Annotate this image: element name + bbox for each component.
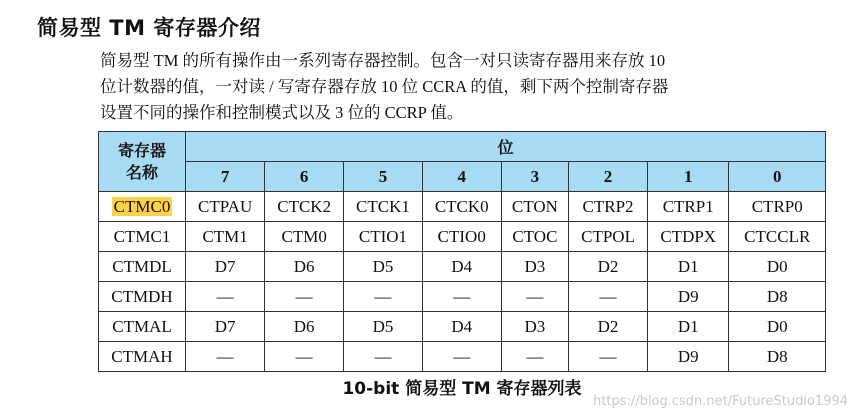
- bit-cell: —: [265, 282, 344, 312]
- table-row: [99, 192, 826, 222]
- register-name-cell: [99, 282, 186, 312]
- bit-cell: —: [186, 282, 265, 312]
- bit-cell: D4: [422, 252, 501, 282]
- bit-header-4: 4: [422, 162, 501, 192]
- bit-cell: D3: [501, 312, 569, 342]
- header-register-name: [99, 132, 186, 192]
- register-table: [98, 131, 826, 372]
- bit-header-7: 7: [186, 162, 265, 192]
- register-name-cell: [99, 222, 186, 252]
- bit-cell: D4: [422, 312, 501, 342]
- bit-cell: D9: [647, 342, 729, 372]
- bit-header-row: [99, 162, 826, 192]
- bit-cell: CTIO1: [344, 222, 423, 252]
- bit-cell: CTM0: [265, 222, 344, 252]
- bit-cell: —: [186, 342, 265, 372]
- register-rows: [99, 192, 826, 372]
- table-row: [99, 312, 826, 342]
- register-name-cell: [99, 342, 186, 372]
- table-row: [99, 222, 826, 252]
- bit-cell: CTCK2: [265, 192, 344, 222]
- bit-cell: —: [501, 342, 569, 372]
- bit-cell: —: [569, 282, 648, 312]
- table-row: [99, 282, 826, 312]
- bit-header-6: 6: [265, 162, 344, 192]
- bit-cell: CTRP2: [569, 192, 648, 222]
- register-name: CTMDH: [111, 286, 173, 306]
- register-name-cell: [99, 252, 186, 282]
- bit-cell: D6: [265, 312, 344, 342]
- bit-cell: D8: [729, 342, 826, 372]
- register-name-cell: [99, 312, 186, 342]
- bit-cell: —: [501, 282, 569, 312]
- bit-cell: D5: [344, 252, 423, 282]
- bit-cell: —: [422, 282, 501, 312]
- bit-cell: D0: [729, 312, 826, 342]
- register-name: CTMDL: [112, 256, 172, 276]
- bit-cell: D0: [729, 252, 826, 282]
- bit-cell: —: [422, 342, 501, 372]
- bit-cell: —: [344, 282, 423, 312]
- description-paragraph: [100, 48, 830, 126]
- bit-cell: D3: [501, 252, 569, 282]
- bit-cell: D6: [265, 252, 344, 282]
- bit-cell: CTON: [501, 192, 569, 222]
- table-row: [99, 252, 826, 282]
- bit-cell: D2: [569, 252, 648, 282]
- bit-header-0: 0: [729, 162, 826, 192]
- bit-cell: D2: [569, 312, 648, 342]
- bit-cell: CTOC: [501, 222, 569, 252]
- watermark: https://blog.csdn.net/FutureStudio1994: [593, 394, 848, 409]
- register-name-cell: [99, 192, 186, 222]
- table-caption: 10-bit 简易型 TM 寄存器列表: [342, 379, 582, 399]
- bit-cell: CTPAU: [186, 192, 265, 222]
- bit-cell: CTCK1: [344, 192, 423, 222]
- bit-cell: D1: [647, 312, 729, 342]
- bit-cell: CTDPX: [647, 222, 729, 252]
- header-register-name-label: 寄存器 名称: [117, 140, 166, 182]
- bit-cell: CTCK0: [422, 192, 501, 222]
- bit-cell: CTM1: [186, 222, 265, 252]
- bit-cell: CTPOL: [569, 222, 648, 252]
- register-name: CTMC0: [113, 196, 171, 216]
- header-bit-group: 位: [186, 132, 826, 162]
- register-name: CTMAL: [112, 316, 172, 336]
- bit-cell: D5: [344, 312, 423, 342]
- register-name: CTMAH: [111, 346, 173, 366]
- paragraph-line: 简易型 TM 的所有操作由一系列寄存器控制。包含一对只读寄存器用来存放 10: [100, 51, 666, 70]
- bit-header-2: 2: [569, 162, 648, 192]
- bit-cell: D7: [186, 312, 265, 342]
- bit-cell: D9: [647, 282, 729, 312]
- bit-cell: —: [265, 342, 344, 372]
- section-heading: 简易型 TM 寄存器介绍: [37, 16, 261, 40]
- bit-header-5: 5: [344, 162, 423, 192]
- paragraph-line: 位计数器的值，一对读 / 写寄存器存放 10 位 CCRA 的值，剩下两个控制寄存器: [100, 77, 669, 96]
- bit-cell: D7: [186, 252, 265, 282]
- bit-header-3: 3: [501, 162, 569, 192]
- bit-cell: CTCCLR: [729, 222, 826, 252]
- bit-cell: CTIO0: [422, 222, 501, 252]
- bit-cell: D8: [729, 282, 826, 312]
- bit-cell: —: [569, 342, 648, 372]
- bit-cell: CTRP0: [729, 192, 826, 222]
- table-row: [99, 342, 826, 372]
- bit-cell: D1: [647, 252, 729, 282]
- bit-cell: —: [344, 342, 423, 372]
- paragraph-line: 设置不同的操作和控制模式以及 3 位的 CCRP 值。: [100, 103, 464, 122]
- bit-header-1: 1: [647, 162, 729, 192]
- bit-cell: CTRP1: [647, 192, 729, 222]
- register-name: CTMC1: [113, 226, 171, 246]
